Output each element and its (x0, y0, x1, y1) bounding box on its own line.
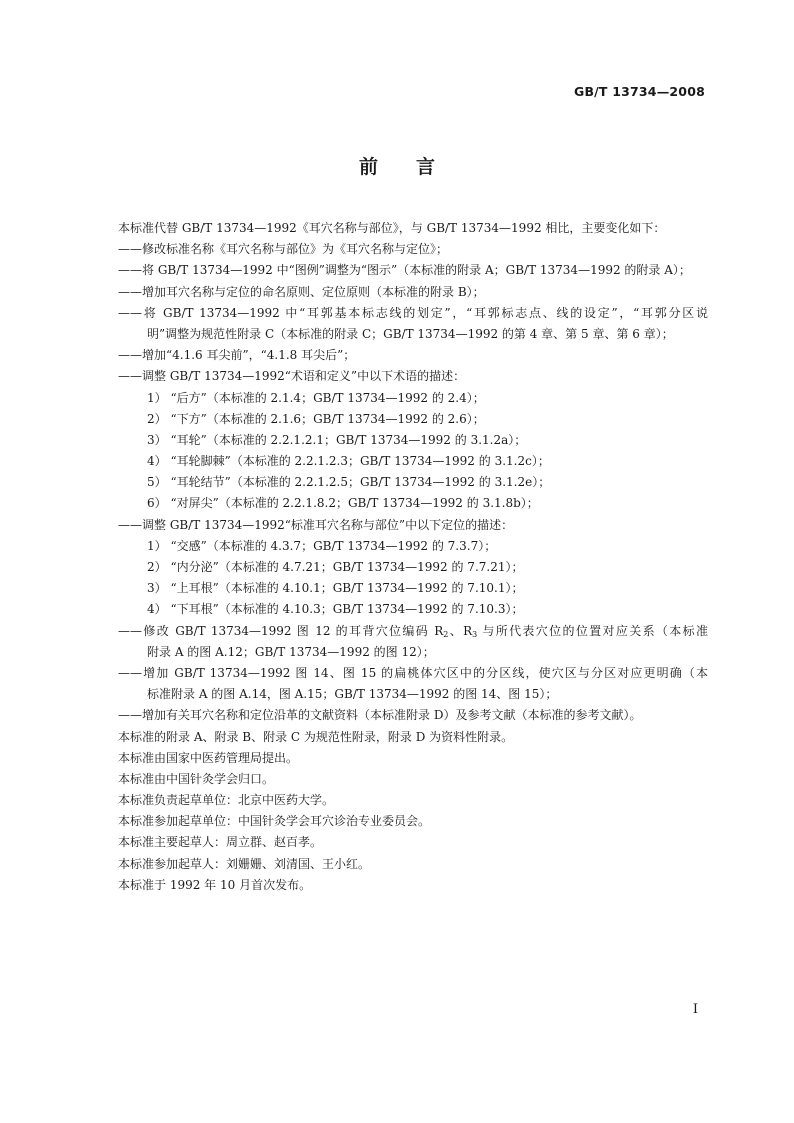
change-item-figure: ——将 GB/T 13734—1992 中“图例”调整为“图示”（本标准的附录 A；GB/T 13734—1992 的附录 A）； (118, 263, 691, 278)
proposer-statement: 本标准由国家中医药管理局提出。 (118, 750, 299, 765)
change-item-terms: ——调整 GB/T 13734—1992“术语和定义”中以下术语的描述： (118, 369, 466, 384)
change-item-annex-c-cont: 明”调整为规范性附录 C（本标准的附录 C；GB/T 13734—1992 的第 4 章、第 5 章、第 6 章）； (147, 326, 674, 341)
main-drafters: 本标准主要起草人：周立群、赵百孝。 (118, 835, 323, 850)
subscript: 2 (443, 629, 449, 639)
centralized-statement: 本标准由中国针灸学会归口。 (118, 771, 275, 786)
intro-paragraph: 本标准代替 GB/T 13734—1992《耳穴名称与部位》，与 GB/T 13734—1992 相比，主要变化如下： (118, 221, 666, 235)
first-release: 本标准于 1992 年 10 月首次发布。 (118, 877, 312, 892)
change-item-annex-c: ——将 GB/T 13734—1992 中“耳郭基本标志线的划定”，“耳郭标志点、线的设定”，“耳郭分区说 (118, 305, 708, 320)
text-run: 、R (448, 623, 473, 638)
change-item-figure-12-cont: 附录 A 的图 A.12；GB/T 13734—1992 的图 12）； (147, 644, 435, 659)
change-item-rename: ——修改标准名称《耳穴名称与部位》为《耳穴名称与定位》； (118, 242, 449, 257)
change-item-add-points: ——增加“4.1.6 耳尖前”，“4.1.8 耳尖后”； (118, 348, 356, 363)
change-item-locations: ——调整 GB/T 13734—1992“标准耳穴名称与部位”中以下定位的描述： (118, 517, 514, 532)
page-number: I (692, 1002, 698, 1017)
change-item-naming-principles: ——增加耳穴名称与定位的命名原则、定位原则（本标准的附录 B）； (118, 284, 485, 299)
term-item: 5） “耳轮结节”（本标准的 2.2.1.2.5；GB/T 13734—1992 的 3.1.2e）； (147, 475, 551, 490)
preface-body (118, 218, 708, 896)
location-item: 4） “下耳根”（本标准的 4.10.3；GB/T 13734—1992 的 7.10.3）； (147, 602, 524, 617)
change-item-tonsil-cont: 标准附录 A 的图 A.14，图 A.15；GB/T 13734—1992 的图 14、图 15）； (147, 687, 558, 702)
drafting-unit: 本标准负责起草单位：北京中医药大学。 (118, 793, 335, 808)
location-item: 1） “交感”（本标准的 4.3.7；GB/T 13734—1992 的 7.3.7）； (147, 538, 497, 553)
standard-number: GB/T 13734—2008 (573, 84, 705, 99)
annex-statement: 本标准的附录 A、附录 B、附录 C 为规范性附录，附录 D 为资料性附录。 (118, 729, 514, 744)
term-item: 3） “耳轮”（本标准的 2.2.1.2.1；GB/T 13734—1992 的 3.1.2a）； (147, 432, 527, 447)
change-item-figure-12 (118, 621, 708, 642)
change-item-literature: ——增加有关耳穴名称和定位沿革的文献资料（本标准附录 D）及参考文献（本标准的参考文献）。 (118, 708, 642, 723)
term-item: 4） “耳轮脚棘”（本标准的 2.2.1.2.3；GB/T 13734—1992 的 3.1.2c）； (147, 454, 550, 469)
participating-unit: 本标准参加起草单位：中国针灸学会耳穴诊治专业委员会。 (118, 814, 431, 829)
subscript: 3 (472, 629, 478, 639)
location-item: 3） “上耳根”（本标准的 4.10.1；GB/T 13734—1992 的 7.10.1）； (147, 581, 524, 596)
change-item-tonsil: ——增加 GB/T 13734—1992 图 14、图 15 的扁桃体穴区中的分区线，使穴区与分区对应更明确（本 (118, 665, 708, 680)
participating-drafters: 本标准参加起草人：刘姗姗、刘清国、王小红。 (118, 856, 371, 871)
term-item: 1） “后方”（本标准的 2.1.4；GB/T 13734—1992 的 2.4）； (147, 390, 485, 405)
term-item: 2） “下方”（本标准的 2.1.6；GB/T 13734—1992 的 2.6）； (147, 411, 485, 426)
text-run: ——修改 GB/T 13734—1992 图 12 的耳背穴位编码 R (118, 623, 444, 638)
page-title: 前言 (358, 156, 473, 178)
term-item: 6） “对屏尖”（本标准的 2.2.1.8.2；GB/T 13734—1992 的 3.1.8b）； (147, 496, 539, 511)
text-run: 与所代表穴位的位置对应关系（本标准 (477, 623, 708, 638)
location-item: 2） “内分泌”（本标准的 4.7.21；GB/T 13734—1992 的 7.7.21）； (147, 560, 524, 574)
